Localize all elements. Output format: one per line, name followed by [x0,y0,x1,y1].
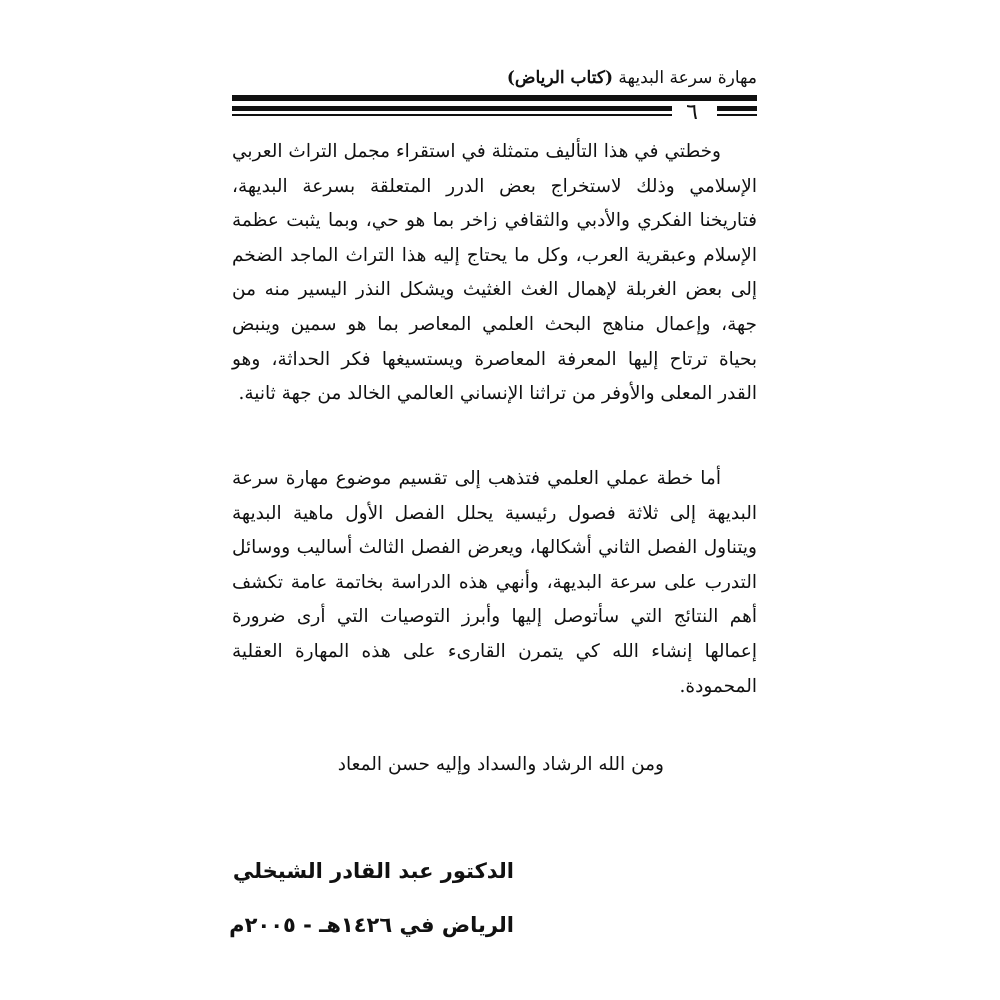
header-rule-right [717,106,757,111]
book-title: مهارة سرعة البديهة [618,68,757,88]
running-header [232,62,757,125]
header-rule-left-thin [232,114,672,116]
paragraph-plan-of-work: وخطتي في هذا التأليف متمثلة في استقراء مجمل التراث العربي الإسلامي وذلك لاستخراج بعض الدرر المتعلقة بسرعة البديهة، فتاريخنا الفكري والأدبي والثقافي زاخر بما هو حي، وبما يثبت عظمة الإسلام وعبقرية العرب، وكل ما يحتاج إليه هذا التراث الماجد الضخم إلى بعض الغربلة لإهمال الغث الغثيث ويشكل النذر اليسير منه من جهة، وإعمال مناهج البحث العلمي المعاصر بما هو سمين وينبض بحياة ترتاح إليها المعرفة المعاصرة ويستسيغها فكر الحداثة، وهو القدر المعلى والأوفر من تراثنا الإنساني العالمي الخالد من جهة ثانية. [232,141,757,405]
page-number: ٦ [686,100,698,125]
author-signature: الدكتور عبد القادر الشيخلي [232,859,514,883]
paragraph-chapter-plan: أما خطة عملي العلمي فتذهب إلى تقسيم موضوع مهارة سرعة البديهة إلى ثلاثة فصول رئيسية يحلل الفصل الأول ماهية البديهة ويتناول الفصل الثاني أشكالها، ويعرض الفصل الثالث أساليب ووسائل التدرب على سرعة البديهة، وأنهي هذه الدراسة بخاتمة عامة تكشف أهم النتائج التي سأتوصل إليها وأبرز التوصيات التي أرى ضرورة إعمالها إنشاء الله كي يتمرن القارىء على هذه المهارة العقلية المحمودة. [232,468,757,697]
place-and-date: الرياض في ١٤٢٦هـ - ٢٠٠٥م [229,913,514,937]
running-title [507,68,757,88]
header-rule-left [232,106,672,111]
header-rule-row [232,100,757,125]
closing-prayer: ومن الله الرشاد والسداد وإليه حسن المعاد [337,754,664,775]
series-name: (كتاب الرياض) [506,68,614,88]
header-rule-right-thin [717,114,757,116]
